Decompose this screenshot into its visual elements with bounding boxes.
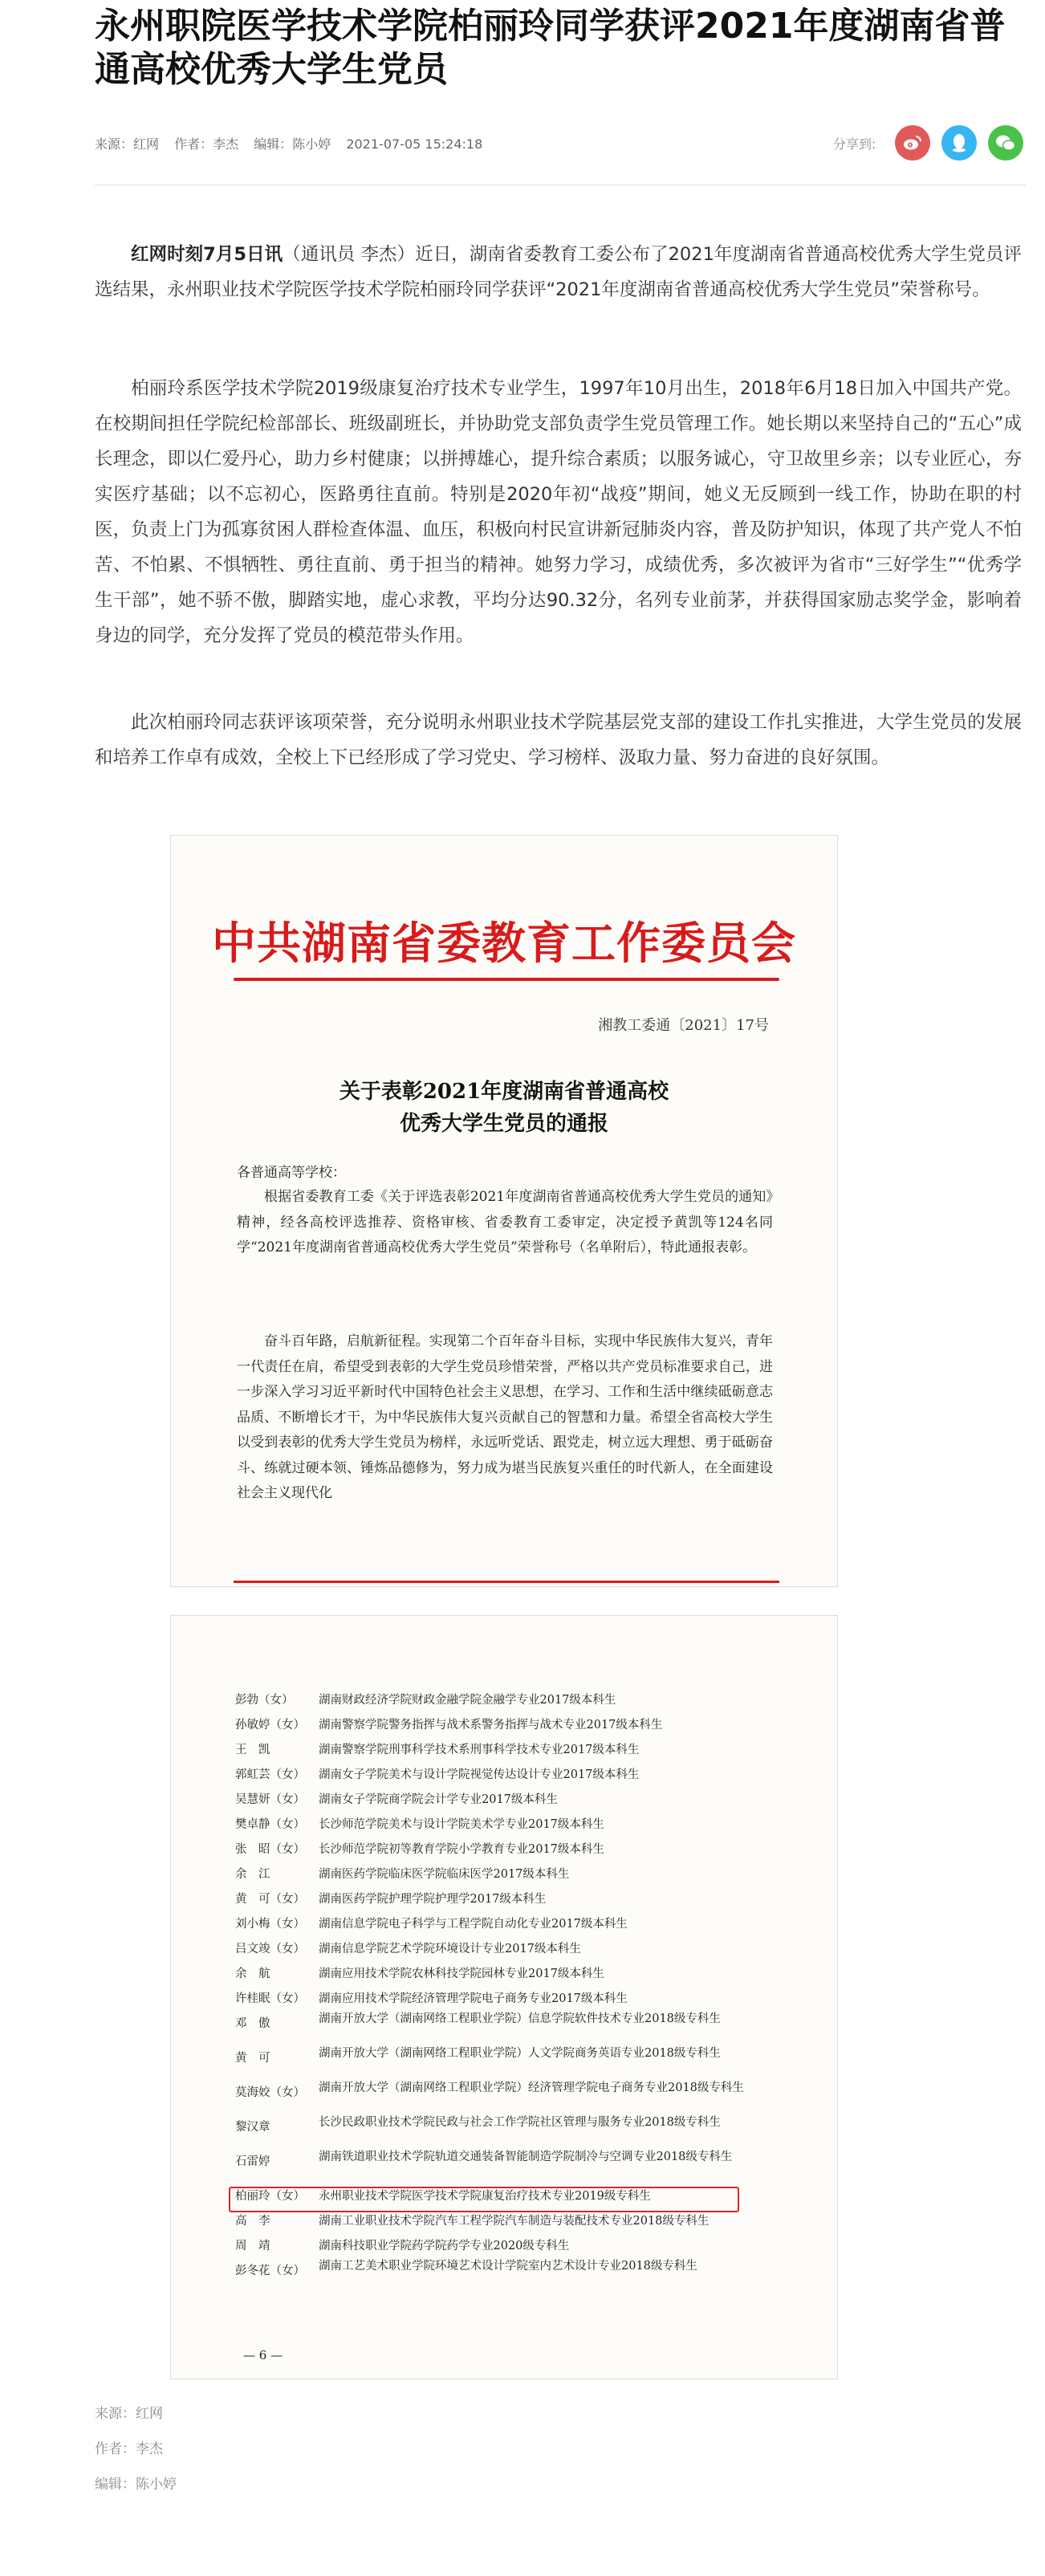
honoree-row xyxy=(235,2046,797,2081)
honoree-school: 长沙民政职业技术学院民政与社会工作学院社区管理与服务专业2018级专科生 xyxy=(319,2116,721,2129)
weibo-icon xyxy=(903,135,922,151)
honoree-name: 黎汉章 xyxy=(235,2121,270,2134)
meta-source: 来源：红网 xyxy=(95,136,160,152)
honoree-row xyxy=(235,1738,797,1763)
share-bar xyxy=(833,124,1023,161)
honoree-name: 黄 可（女） xyxy=(235,1893,305,1906)
honoree-row xyxy=(235,1713,797,1738)
honoree-school: 长沙师范学院初等教育学院小学教育专业2017级本科生 xyxy=(319,1843,604,1856)
honoree-row xyxy=(235,1813,797,1837)
honoree-school: 湖南开放大学（湖南网络工程职业学院）信息学院软件技术专业2018级专科生 xyxy=(319,2012,721,2025)
honoree-school: 湖南女子学院美术与设计学院视觉传达设计专业2017级本科生 xyxy=(319,1768,640,1781)
red-underline-annotation xyxy=(234,1581,779,1583)
honoree-row xyxy=(235,1887,797,1912)
honoree-name: 樊卓静（女） xyxy=(235,1818,305,1831)
article-meta xyxy=(95,134,494,153)
document-red-header: 中共湖南省委教育工作委员会 xyxy=(211,917,796,969)
honoree-row xyxy=(235,1763,797,1788)
document-number: 湘教工委通〔2021〕17号 xyxy=(598,1017,769,1034)
honoree-name: 柏丽玲（女） xyxy=(235,2190,305,2203)
page-number: — 6 — xyxy=(243,2348,283,2362)
meta-datetime: 2021-07-05 15:24:18 xyxy=(346,136,483,152)
weibo-share-button[interactable] xyxy=(895,125,930,161)
honoree-list-image xyxy=(170,1615,838,2379)
honoree-row xyxy=(235,1987,797,2012)
honoree-school: 湖南信息学院电子科学与工程学院自动化专业2017级本科生 xyxy=(319,1918,628,1931)
honoree-name: 彭冬花（女） xyxy=(235,2265,305,2277)
honoree-name: 吕文竣（女） xyxy=(235,1943,305,1955)
honoree-name: 余 江 xyxy=(235,1868,270,1881)
wechat-icon xyxy=(995,134,1016,152)
honoree-school: 湖南财政经济学院财政金融学院金融学专业2017级本科生 xyxy=(319,1694,616,1707)
honoree-name: 黄 可 xyxy=(235,2052,270,2065)
honoree-row xyxy=(235,2150,797,2184)
honoree-school: 湖南警察学院警务指挥与战术系警务指挥与战术专业2017级本科生 xyxy=(319,1719,663,1732)
honoree-list xyxy=(235,1688,797,2293)
honoree-row xyxy=(235,2234,797,2259)
honoree-row xyxy=(235,1962,797,1987)
document-title-line-1: 关于表彰2021年度湖南省普通高校 xyxy=(339,1080,669,1104)
honoree-school: 湖南开放大学（湖南网络工程职业学院）人文学院商务英语专业2018级专科生 xyxy=(319,2047,721,2060)
body-paragraph-2: 柏丽玲系医学技术学院2019级康复治疗技术专业学生，1997年10月出生，2018年6月18日加入中国共产党。在校期间担任学院纪检部部长、班级副班长，并协助党支部负责学生党员管理工作。她长期以来坚持自己的“五心”成长理念，即以仁爱丹心，助力乡村健康；以拼搏雄心，提升综合素质；以服务诚心，守卫故里乡亲；以专业匠心，夯实医疗基础；以不忘初心，医路勇往直前。特别是2020年初“战疫”期间，她义无反顾到一线工作，协助在职的村医，负责上门为孤寡贫困人群检查体温、血压，积极向村民宣讲新冠肺炎内容，普及防护知识，体现了共产党人不怕苦、不怕累、不惧牺牲、勇往直前、勇于担当的精神。她努力学习，成绩优秀，多次被评为省市“三好学生”“优秀学生干部”，她不骄不傲，脚踏实地，虚心求教，平均分达90.32分，名列专业前茅，并获得国家励志奖学金，影响着身边的同学，充分发挥了党员的模范带头作用。 xyxy=(95,378,1022,646)
honoree-school: 湖南科技职业学院药学院药学专业2020级专科生 xyxy=(319,2240,570,2252)
honoree-school: 湖南应用技术学院农林科技学院园林专业2017级本科生 xyxy=(319,1968,604,1980)
honoree-name: 邓 傲 xyxy=(235,2017,270,2030)
honoree-row xyxy=(235,1862,797,1887)
honoree-name: 王 凯 xyxy=(235,1744,270,1756)
qq-icon xyxy=(951,133,967,153)
honoree-row xyxy=(235,1688,797,1713)
honoree-row xyxy=(235,1837,797,1862)
document-salutation: 各普通高等学校： xyxy=(237,1165,346,1181)
honoree-name: 许桂眠（女） xyxy=(235,1992,305,2005)
honoree-school: 湖南信息学院艺术学院环境设计专业2017级本科生 xyxy=(319,1943,581,1955)
meta-editor: 编辑：陈小婷 xyxy=(254,136,331,152)
honoree-name: 孙敏婷（女） xyxy=(235,1719,305,1732)
honoree-name: 吴慧妍（女） xyxy=(235,1793,305,1806)
honoree-school: 湖南女子学院商学院会计学专业2017级本科生 xyxy=(319,1793,558,1806)
lead-text: （通讯员 李杰）近日，湖南省委教育工委公布了2021年度湖南省普通高校优秀大学生党员评选结果，永州职业技术学院医学技术学院柏丽玲同学获评“2021年度湖南省普通高校优秀大学生党员”荣誉称号。 xyxy=(95,244,1023,300)
honoree-row xyxy=(235,2259,797,2293)
honoree-name: 周 靖 xyxy=(235,2240,270,2252)
honoree-name: 彭勃（女） xyxy=(235,1694,294,1707)
honoree-name: 刘小梅（女） xyxy=(235,1918,305,1931)
honoree-row xyxy=(235,2012,797,2046)
honoree-name: 莫海姣（女） xyxy=(235,2086,305,2099)
red-header-line xyxy=(234,978,779,981)
honoree-name: 石雷婷 xyxy=(235,2155,270,2168)
lead-dateline: 红网时刻7月5日讯 xyxy=(131,244,283,265)
share-label: 分享到: xyxy=(833,136,876,152)
article-title: 永州职院医学技术学院柏丽玲同学获评2021年度湖南省普通高校优秀大学生党员 xyxy=(95,6,1006,90)
notice-document-image xyxy=(170,835,838,1587)
honoree-school: 湖南医药学院护理学院护理学2017级本科生 xyxy=(319,1893,547,1906)
highlighted-honoree-row xyxy=(235,2184,797,2209)
document-title-line-2: 优秀大学生党员的通报 xyxy=(399,1112,608,1136)
wechat-share-button[interactable] xyxy=(988,125,1023,161)
document-body-1: 根据省委教育工委《关于评选表彰2021年度湖南省普通高校优秀大学生党员的通知》精神，经各高校评选推荐、资格审核、省委教育工委审定，决定授予黄凯等124名同学“2021年度湖南省普通高校优秀大学生党员”荣誉称号（名单附后），特此通报表彰。 xyxy=(237,1189,773,1255)
footer-author: 作者：李杰 xyxy=(95,2441,163,2457)
honoree-row xyxy=(235,2209,797,2234)
honoree-school: 湖南医药学院临床医学院临床医学2017级本科生 xyxy=(319,1868,570,1881)
body-paragraph-3: 此次柏丽玲同志获评该项荣誉，充分说明永州职业技术学院基层党支部的建设工作扎实推进，大学生党员的发展和培养工作卓有成效，全校上下已经形成了学习党史、学习榜样、汲取力量、努力奋进的良好氛围。 xyxy=(95,712,1022,768)
honoree-school: 湖南工业职业技术学院汽车工程学院汽车制造与装配技术专业2018级专科生 xyxy=(319,2215,710,2228)
meta-author: 作者：李杰 xyxy=(174,136,239,152)
honoree-school: 湖南警察学院刑事科学技术系刑事科学技术专业2017级本科生 xyxy=(319,1744,640,1756)
honoree-row xyxy=(235,1937,797,1962)
honoree-school: 湖南铁道职业技术学院轨道交通装备智能制造学院制冷与空调专业2018级专科生 xyxy=(319,2151,733,2163)
honoree-row xyxy=(235,1788,797,1813)
honoree-name: 郭虹芸（女） xyxy=(235,1768,305,1781)
honoree-school: 湖南应用技术学院经济管理学院电子商务专业2017级本科生 xyxy=(319,1992,628,2005)
honoree-school: 永州职业技术学院医学技术学院康复治疗技术专业2019级专科生 xyxy=(319,2190,651,2203)
honoree-name: 高 李 xyxy=(235,2215,270,2228)
footer-source: 来源：红网 xyxy=(95,2406,163,2422)
document-body-2: 奋斗百年路，启航新征程。实现第二个百年奋斗目标，实现中华民族伟大复兴，青年一代责任在肩，希望受到表彰的大学生党员珍惜荣誉，严格以共产党员标准要求自己，进一步深入学习习近平新时代中国特色社会主义思想，在学习、工作和生活中继续砥砺意志品质、不断增长才干，为中华民族伟大复兴贡献自己的智慧和力量。希望全省高校大学生以受到表彰的优秀大学生党员为榜样，永远听党话、跟党走，树立远大理想、勇于砥砺奋斗、练就过硬本领、锤炼品德修为，努力成为堪当民族复兴重任的时代新人，在全面建设社会主义现代化 xyxy=(237,1333,773,1501)
footer-editor: 编辑：陈小婷 xyxy=(95,2476,177,2493)
honoree-row xyxy=(235,2115,797,2150)
honoree-name: 余 航 xyxy=(235,1968,270,1980)
lead-paragraph xyxy=(95,237,1022,307)
honoree-row xyxy=(235,2081,797,2115)
honoree-school: 长沙师范学院美术与设计学院美术学专业2017级本科生 xyxy=(319,1818,604,1831)
qq-share-button[interactable] xyxy=(941,125,977,161)
honoree-name: 张 昭（女） xyxy=(235,1843,305,1856)
honoree-school: 湖南工艺美术职业学院环境艺术设计学院室内艺术设计专业2018级专科生 xyxy=(319,2260,697,2273)
honoree-school: 湖南开放大学（湖南网络工程职业学院）经济管理学院电子商务专业2018级专科生 xyxy=(319,2082,744,2094)
honoree-row xyxy=(235,1912,797,1937)
